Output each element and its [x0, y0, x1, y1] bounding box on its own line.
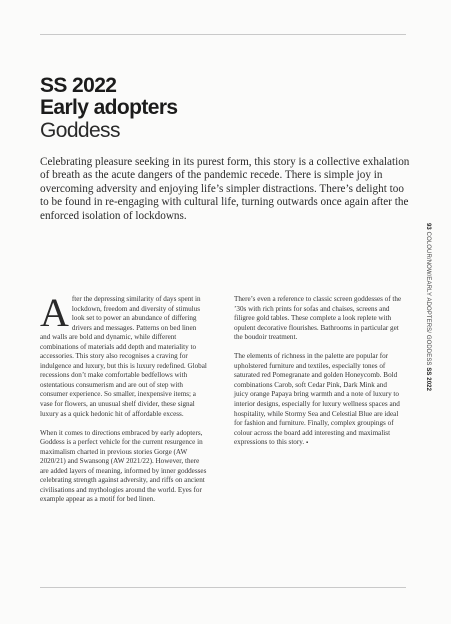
body-paragraph: There’s even a reference to classic screen goddesses of the ’30s with rich prints for sofas and chaises, screens and filigree gold tables. These complete a look replete with opulent decorative flourishes. Bathrooms in particular get the boudoir treatment.: [234, 295, 402, 342]
intro-paragraph: Celebrating pleasure seeking in its purest form, this story is a collective exhalation of breath as the acute dangers of the pandemic recede. There is simple joy in overcoming adversity and enjoying life’s simpler distractions. There’s delight too to be found in re-engaging with cultural life, turning outwards once again after the enforced isolation of lockdowns.: [40, 156, 410, 222]
body-column-right: [234, 295, 402, 458]
bottom-rule: [40, 587, 406, 588]
drop-cap: A: [40, 290, 69, 335]
paragraph-text: fter the depressing similarity of days spent in lockdown, freedom and diversity of stimulus look set to power an abundance of differing drivers and messages. Patterns on bed linen and walls are bold and dynamic, while different combinations of materials add depth and materiality to accessories. This story also recognises a craving for indulgence and luxury, but this is luxury redefined. Global recessions don’t make comfortable bedfellows with ostentatious consumerism and are out of step with consumer experience. So smaller, inexpensive items; a vase for flowers, an unusual shelf divider, these signal luxury as a quick hedonic hit of affordable excess.: [40, 295, 207, 418]
top-rule: [40, 34, 406, 35]
body-paragraph: [234, 352, 402, 448]
body-paragraph: [40, 290, 208, 419]
page-number: 93: [425, 223, 431, 230]
section-path: COLOUR/NOW/EARLY ADOPTERS/ GODDESS: [425, 231, 431, 366]
season-heading: SS 2022: [40, 74, 117, 97]
season-code: SS 2022: [425, 367, 431, 392]
body-column-left: [40, 290, 208, 514]
end-mark-icon: ▪: [305, 440, 309, 447]
story-title: Goddess: [40, 119, 120, 142]
side-running-header: [425, 223, 431, 391]
category-heading: Early adopters: [40, 96, 178, 119]
paragraph-text: The elements of richness in the palette are popular for upholstered furniture and textiles, especially tones of saturated red Pomegranate and golden Honeycomb. Bold combinations Carob, soft Cedar Pink, Dark Mink and juicy orange Papaya bring warmth and a note of luxury to interior designs, especially for luxury wellness spaces and hospitality, while Stormy Sea and Celestial Blue are ideal for fashion and furniture. Finally, complex groupings of colour across the board add interesting and maximalist expressions to this story.: [234, 352, 400, 447]
body-paragraph: When it comes to directions embraced by early adopters, Goddess is a perfect vehicle for the current resurgence in maximalism charted in previous stories Gorge (AW 2020/21) and Swansong (AW 2021/22). However, there are added layers of meaning, informed by inner goddesses celebrating strength against adversity, and riffs on ancient civilisations and mythologies around the world. Eyes for example appear as a motif for bed linen.: [40, 428, 207, 504]
